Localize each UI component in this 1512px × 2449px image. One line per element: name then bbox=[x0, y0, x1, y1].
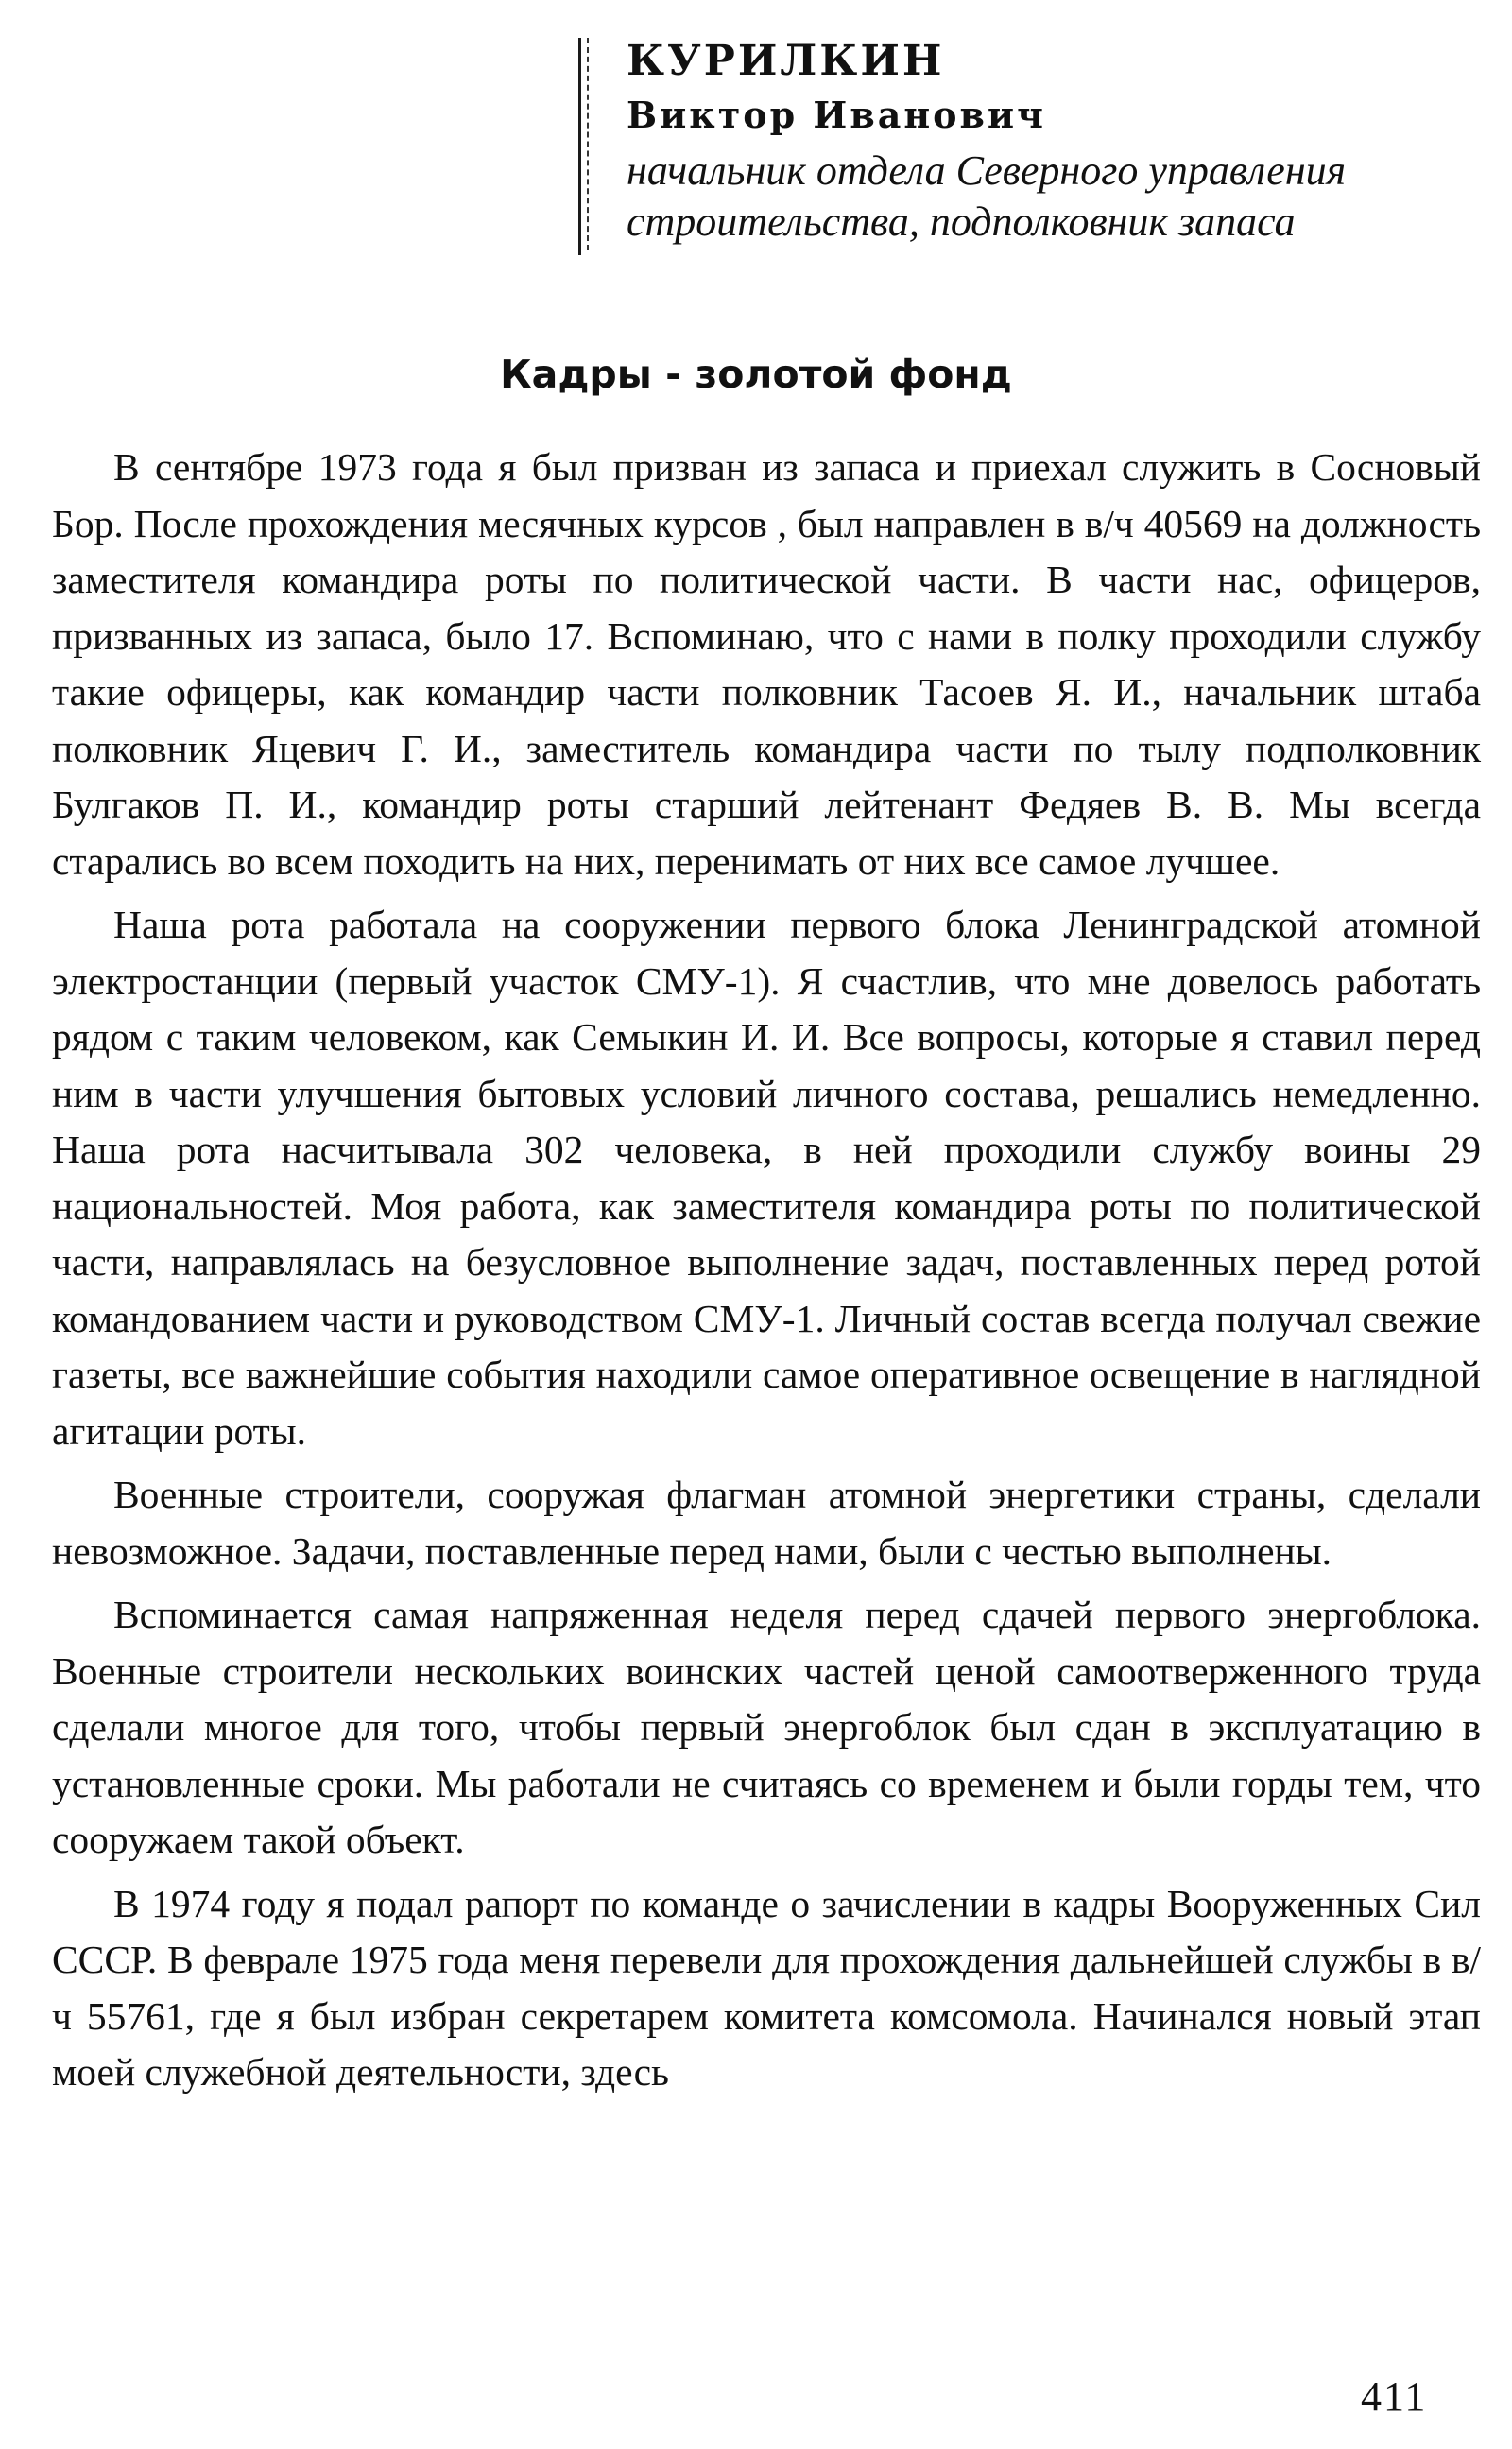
author-position-line2: строительства, подполковник запаса bbox=[627, 198, 1296, 245]
paragraph-3: Военные строители, сооружая флагман атомной энергетики страны, сделали невозможное. Задачи, поставленные перед нами, были с честью выполнены. bbox=[52, 1473, 1481, 1573]
author-position-line1: начальник отдела Северного управления bbox=[627, 147, 1347, 194]
author-given-names: Виктор Иванович bbox=[627, 94, 1046, 136]
page-number: 411 bbox=[1361, 2373, 1428, 2420]
article-body bbox=[52, 440, 1481, 2109]
author-surname: КУРИЛКИН bbox=[627, 37, 945, 85]
author-position bbox=[627, 146, 1512, 248]
paragraph-2: Наша рота работала на сооружении первого блока Ленинградской атомной электростанции (первый участок СМУ-1). Я счастлив, что мне довелось работать рядом с таким человеком, как Семыкин И. И. Все вопросы, которые я ставил перед ним в части улучшения бытовых условий личного состава, решались немедленно. Наша рота насчитывала 302 человека, в ней проходили службу воины 29 национальностей. Моя работа, как заместителя командира роты по политической части, направлялась на безусловное выполнение задач, поставленных перед ротой командованием части и руководством СМУ-1. Личный состав всегда получал свежие газеты, все важнейшие события находили самое оперативное освещение в наглядной агитации роты. bbox=[52, 903, 1481, 1453]
paragraph-5: В 1974 году я подал рапорт по команде о зачислении в кадры Вооруженных Сил СССР. В феврале 1975 года меня перевели для прохождения дальнейшей службы в в/ч 55761, где я был избран секретарем комитета комсомола. Начинался новый этап моей служебной деятельности, здесь bbox=[52, 1881, 1481, 2094]
paragraph-1: В сентябре 1973 года я был призван из запаса и приехал служить в Сосновый Бор. После прохождения месячных курсов , был направлен в в/ч 40569 на должность заместителя командира роты по политической части. В части нас, офицеров, призванных из запаса, было 17. Вспоминаю, что с нами в полку проходили службу такие офицеры, как командир части полковник Тасоев Я. И., начальник штаба полковник Яцевич Г. И., заместитель командира части по тылу подполковник Булгаков П. И., командир роты старший лейтенант Федяев В. В. Мы всегда старались во всем походить на них, перенимать от них все самое лучшее. bbox=[52, 445, 1481, 883]
author-block bbox=[572, 34, 1512, 248]
article-title: Кадры - золотой фонд bbox=[500, 352, 1012, 397]
paragraph-4: Вспоминается самая напряженная неделя перед сдачей первого энергоблока. Военные строители нескольких воинских частей ценой самоотверженного труда сделали многое для того, чтобы первый энергоблок был сдан в эксплуатацию в установленные сроки. Мы работали не считаясь со временем и были горды тем, что сооружаем такой объект. bbox=[52, 1593, 1481, 1861]
